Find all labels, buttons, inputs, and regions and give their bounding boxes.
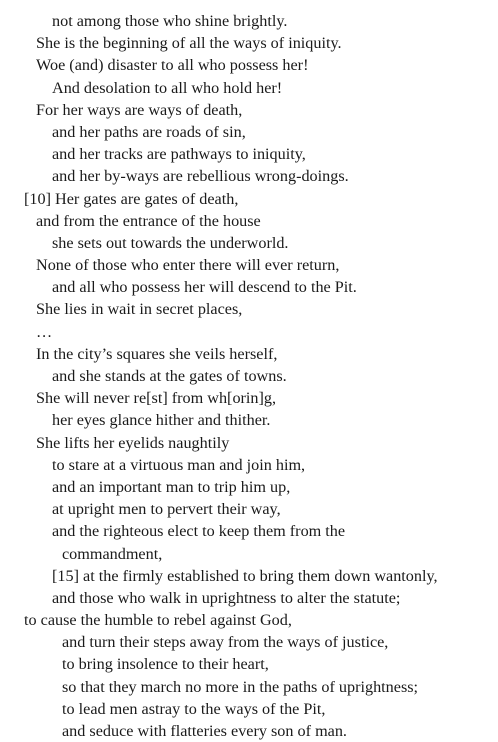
poem-line: She lifts her eyelids naughtily	[36, 433, 230, 452]
poem-line: She is the beginning of all the ways of iniquity.	[36, 34, 342, 53]
poem-line: And desolation to all who hold her!	[52, 78, 283, 97]
poem-line: and her tracks are pathways to iniquity,	[52, 145, 306, 164]
poem-line: In the city’s squares she veils herself,	[36, 344, 278, 363]
poem-line: [10] Her gates are gates of death,	[24, 189, 239, 208]
poem-line: not among those who shine brightly.	[52, 12, 288, 30]
poem-line: and turn their steps away from the ways of justice,	[62, 633, 389, 652]
poem-text	[0, 10, 498, 742]
poem-line: and she stands at the gates of towns.	[52, 367, 287, 385]
poem-line: None of those who enter there will ever return,	[36, 256, 340, 275]
poem-line: to stare at a virtuous man and join him,	[52, 455, 306, 474]
poem-line: she sets out towards the underworld.	[52, 233, 289, 252]
poem-line: at upright men to pervert their way,	[52, 500, 281, 519]
poem-line: to cause the humble to rebel against God,	[24, 611, 292, 630]
poem-line: commandment,	[62, 544, 163, 563]
poem-line: and those who walk in uprightness to alter the statute;	[52, 588, 401, 607]
poem-line: She lies in wait in secret places,	[36, 300, 243, 319]
poem-line: She will never re[st] from wh[orin]g,	[36, 389, 277, 408]
poem-line: Woe (and) disaster to all who possess her!	[36, 56, 309, 75]
poem-line: and the righteous elect to keep them from the	[52, 522, 346, 541]
poem-line: [15] at the firmly established to bring them down wantonly,	[52, 566, 438, 585]
poem-line: and her by-ways are rebellious wrong-doings.	[52, 167, 349, 186]
poem-line: and from the entrance of the house	[36, 211, 261, 230]
poem-line: to bring insolence to their heart,	[62, 655, 269, 674]
poem-line: …	[36, 322, 53, 341]
poem-line: and her paths are roads of sin,	[52, 122, 246, 141]
poem-line: and an important man to trip him up,	[52, 477, 291, 496]
poem-line: her eyes glance hither and thither.	[52, 411, 271, 430]
poem-line: to lead men astray to the ways of the Pit,	[62, 699, 326, 718]
poem-line: For her ways are ways of death,	[36, 100, 243, 119]
poem-line: so that they march no more in the paths of uprightness;	[62, 677, 419, 696]
poem-line: and seduce with flatteries every son of man.	[62, 722, 347, 740]
poem-line: and all who possess her will descend to the Pit.	[52, 278, 357, 297]
